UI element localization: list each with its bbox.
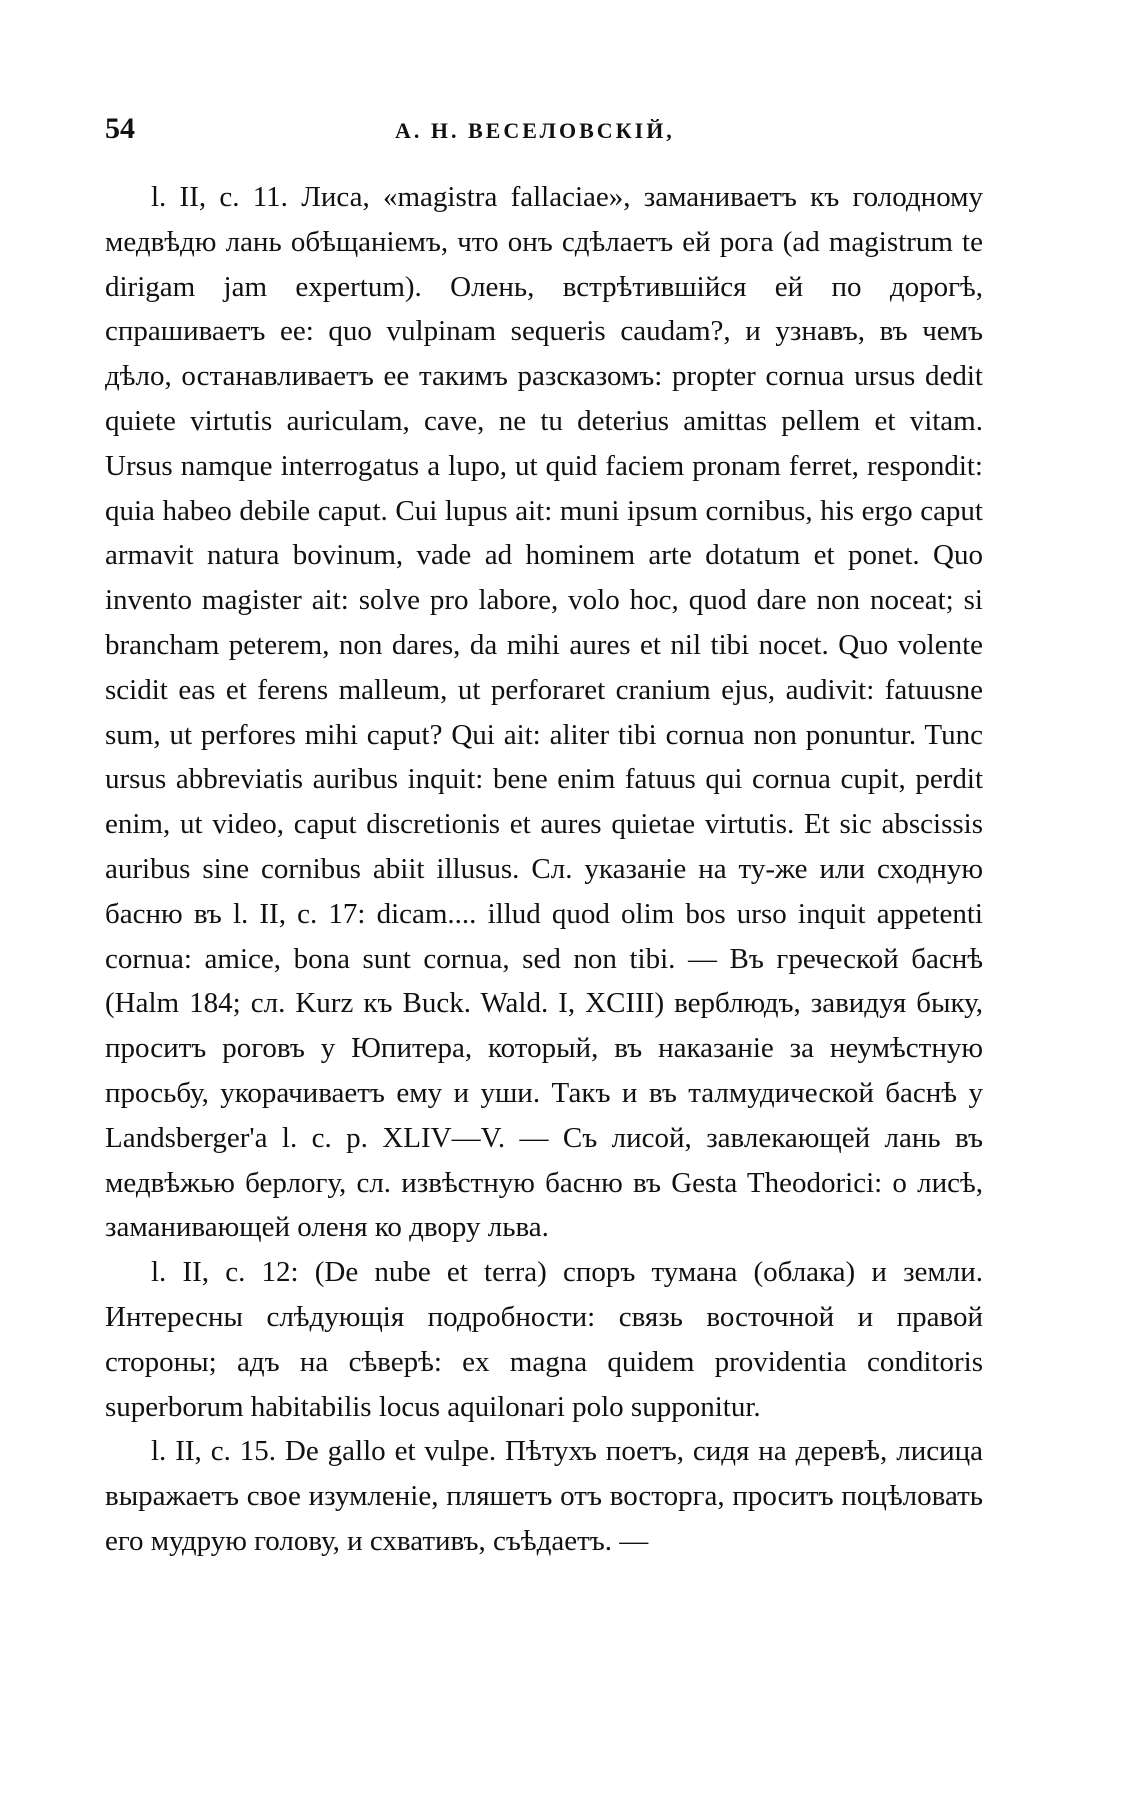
page-number: 54: [105, 112, 135, 145]
running-head: А. Н. ВЕСЕЛОВСКІЙ,: [395, 118, 675, 143]
page-header: [105, 112, 985, 152]
paragraph-book2-chapter15: l. II, c. 15. De gallo et vulpe. Пѣтухъ поетъ, сидя на деревѣ, лисица выражаетъ свое изумленіе, пляшетъ отъ восторга, проситъ поцѣловать его мудрую голову, и схвативъ, съѣдаетъ. —: [105, 1435, 983, 1557]
body-text: [105, 175, 983, 1564]
paragraph-book2-chapter11: l. II, c. 11. Лиса, «magistra fallaciae», заманиваетъ къ голодному медвѣдю лань обѣщаніемъ, что онъ сдѣлаетъ ей рога (ad magistrum te dirigam jam expertum). Олень, встрѣтившійся ей по дорогѣ, спрашиваетъ ее: quo vulpinam sequeris caudam?, и узнавъ, въ чемъ дѣло, останавливаетъ ее такимъ разсказомъ: propter cornua ursus dedit quiete virtutis auriculam, cave, ne tu deterius amittas pellem et vitam. Ursus namque interrogatus a lupo, ut quid faciem pronam ferret, respondit: quia habeo debile caput. Cui lupus ait: muni ipsum cornibus, his ergo caput armavit natura bovinum, vade ad hominem arte dotatum et ponet. Quo invento magister ait: solve pro labore, volo hoc, quod dare non noceat; si brancham peterem, non dares, da mihi aures et nil tibi nocet. Quo volente scidit eas et ferens malleum, ut perforaret cranium ejus, audivit: fatuusne sum, ut perfores mihi caput? Qui ait: aliter tibi cornua non ponuntur. Tunc ursus abbreviatis auribus inquit: bene enim fatuus qui cornua cupit, perdit enim, ut video, caput discretionis et aures quietae virtutis. Et sic abscissis auribus sine cornibus abiit illusus. Сл. указаніе на ту-же или сходную басню въ l. II, c. 17: dicam.... illud quod olim bos urso inquit appetenti cornua: amice, bona sunt cornua, sed non tibi. — Въ греческой баснѣ (Halm 184; сл. Kurz къ Buck. Wald. I, XCIII) верблюдъ, завидуя быку, проситъ роговъ у Юпитера, который, въ наказаніе за неумѣстную просьбу, укорачиваетъ ему и уши. Такъ и въ талмудической баснѣ у Landsberger'а l. c. p. XLIV—V. — Съ лисой, завлекающей лань въ медвѣжью берлогу, сл. извѣстную басню въ Gesta Theodorici: о лисѣ, заманивающей оленя ко двору льва.: [105, 181, 983, 1244]
paragraph-book2-chapter12: l. II, c. 12: (De nube et terra) споръ тумана (облака) и земли. Интересны слѣдующія подробности: связь восточной и правой стороны; адъ на сѣверѣ: ex magna quidem providentia conditoris superborum habitabilis locus aquilonari polo supponitur.: [105, 1256, 983, 1423]
